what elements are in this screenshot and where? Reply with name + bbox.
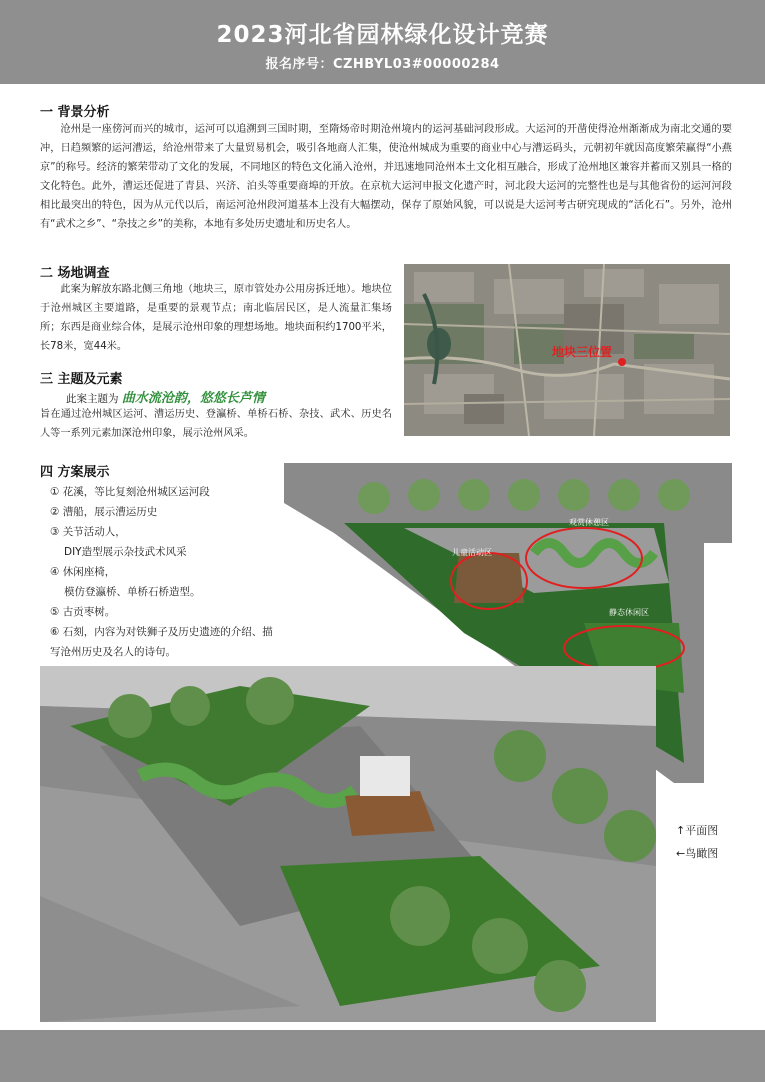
section-heading-background: 一 背景分析 [40,105,110,120]
list-item: ③ 关节活动人， [50,526,126,538]
site-survey-text: 此案为解放东路北侧三角地（地块三，原市管处办公用房拆迁地）。地块位于沧州城区主要道路，是重要的景观节点；南北临居民区，是人流量汇集场所；东西是商业综合体，是展示沧州印象的理想场地。地块面积约1700平米，长78米，宽44米。 [40,284,392,352]
legend-aerial: ←鸟瞰图 [676,847,719,860]
theme-title: 曲水流沧韵，悠悠长芦情 [121,391,265,406]
scheme-list [50,482,290,662]
zone-label-viewing: 观赏休憩区 [569,518,609,527]
theme-line [66,387,265,406]
section-heading-scheme: 四 方案展示 [40,465,110,480]
list-item: ① 花溪，等比复刻沧州城区运河段 [50,486,210,498]
legend-plan: ↑平面图 [676,824,719,837]
list-item: ④ 休闲座椅， [50,566,116,578]
section-heading-site: 二 场地调查 [40,266,110,281]
section-heading-theme: 三 主题及元素 [40,372,123,387]
page-title: 2023河北省园林绿化设计竞赛 [216,22,549,48]
zone-label-quiet: 静态休闲区 [609,608,649,617]
list-item: 写沧州历史及名人的诗句。 [50,646,176,658]
header-bar [0,0,765,84]
site-marker-label: 地块三位置 [552,345,613,359]
aerial-view-render [40,666,656,1022]
list-item: ⑥ 石刻，内容为对铁狮子及历史遗迹的介绍、描 [50,626,273,638]
theme-text: 旨在通过沧州城区运河、漕运历史、登瀛桥、单桥石桥、杂技、武术、历史名人等一系列元素加深沧州印象，展示沧州风采。 [40,409,392,439]
background-analysis-text: 沧州是一座傍河而兴的城市，运河可以追溯到三国时期，至隋炀帝时期沧州境内的运河基础河段形成。大运河的开凿使得沧州渐渐成为南北交通的要冲，日趋频繁的运河漕运，给沧州带来了大量贸易机会，吸引各地商人汇集，使沧州城成为重要的商业中心与漕运码头，元朝初年就因高度繁荣赢得“小燕京”的称号。经济的繁荣带动了文化的发展，不同地区的特色文化涌入沧州，并迅速地同沧州本土文化相互融合，形成了沧州地区兼容并蓄而又别具一格的文化特色。此外，漕运还促进了青县、兴济、泊头等重要商埠的开放。在京杭大运河申报文化遗产时，河北段大运河的完整性也是与其他省份的运河河段相比最突出的特色，因为从元代以后，南运河沧州段河道基本上没有大幅摆动，保存了原始风貌，可以说是大运河考古研究现成的“活化石”。另外，沧州有“武术之乡”、“杂技之乡”的美称，本地有多处历史遗址和历史名人。 [40,124,732,230]
list-item: 模仿登瀛桥、单桥石桥造型。 [64,586,201,598]
list-item: DIY造型展示杂技武术风采 [64,546,187,558]
registration-number: 报名序号：CZHBYL03#00000284 [265,57,500,72]
list-item: ② 漕船，展示漕运历史 [50,506,158,518]
site-location-map [404,264,730,436]
footer-bar [0,1030,765,1082]
site-marker-dot [618,358,626,366]
list-item: ⑤ 古贡枣树。 [50,606,116,618]
theme-prefix: 此案主题为 [66,393,119,405]
zone-label-children: 儿童活动区 [452,548,492,557]
